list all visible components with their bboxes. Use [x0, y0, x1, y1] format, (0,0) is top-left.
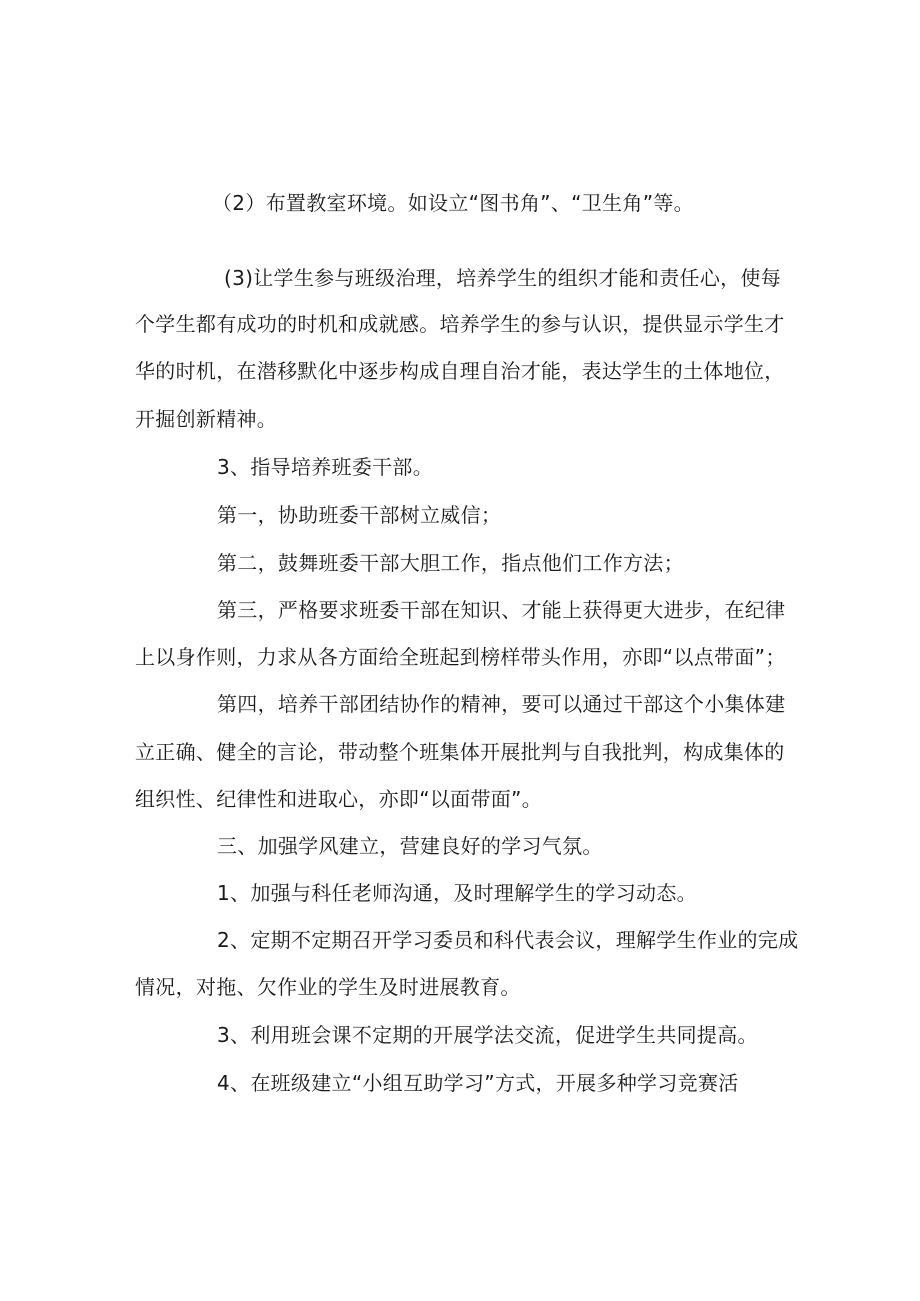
paragraph-line: 1、加强与科任老师沟通，及时理解学生的学习动态。 [217, 881, 697, 905]
paragraph-line: 情况，对拖、欠作业的学生及时进展教育。 [135, 975, 521, 999]
paragraph-line: 个学生都有成功的时机和成就感。培养学生的参与认识，提供显示学生才 [135, 312, 785, 336]
paragraph-line: (3)让学生参与班级治理，培养学生的组织才能和责任心，使每 [224, 266, 782, 290]
paragraph-line: 第二，鼓舞班委干部大胆工作，指点他们工作方法； [217, 551, 684, 575]
paragraph-line: 组织性、纪律性和进取心，亦即“以面带面”。 [135, 787, 543, 811]
paragraph-line: 2、定期不定期召开学习委员和科代表会议，理解学生作业的完成 [217, 928, 799, 952]
paragraph-line: 开掘创新精神。 [135, 407, 278, 431]
paragraph-line: 华的时机，在潜移默化中逐步构成自理自治才能，表达学生的土体地位， [135, 359, 785, 383]
paragraph-line: 第四，培养干部团结协作的精神，要可以通过干部这个小集体建 [217, 692, 786, 716]
paragraph-line: 第三，严格要求班委干部在知识、才能上获得更大进步，在纪律 [217, 598, 786, 622]
paragraph-line: 立正确、健全的言论，带动整个班集体开展批判与自我批判，构成集体的 [135, 740, 785, 764]
paragraph-line: 三、加强学风建立，营建良好的学习气氛。 [217, 834, 603, 858]
paragraph-line: 3、利用班会课不定期的开展学法交流，促进学生共同提高。 [217, 1023, 758, 1047]
paragraph-line: 第一，协助班委干部树立威信； [217, 503, 502, 527]
paragraph-line: 上以身作则，力求从各方面给全班起到榜样带头作用，亦即“以点带面”； [135, 645, 786, 669]
paragraph-line: 3、指导培养班委干部。 [217, 455, 434, 479]
paragraph-line: 4、在班级建立“小组互助学习”方式，开展多种学习竞赛活 [217, 1071, 739, 1095]
paragraph-line: （2）布置教室环境。如设立“图书角”、“卫生角”等。 [212, 191, 694, 215]
